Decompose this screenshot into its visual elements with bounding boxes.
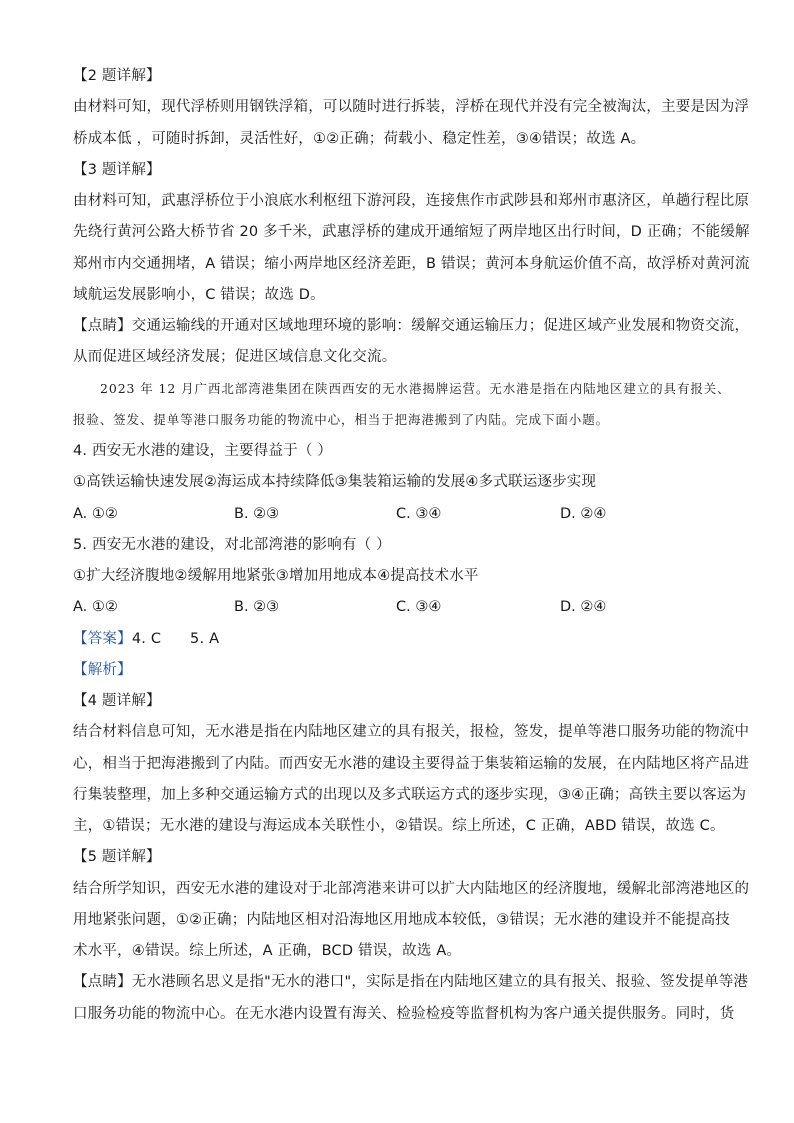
- tip-line: 【点睛】无水港顾名思义是指"无水的港口"，实际是指在内陆地区建立的具有报关、报验、签发提单等港: [73, 974, 749, 990]
- material-passage-line: 报验、签发、提单等港口服务功能的物流中心，相当于把海港搬到了内陆。完成下面小题。: [73, 412, 610, 427]
- text-line: 术水平，④错误。综上所述，A 正确，BCD 错误，故选 A。: [73, 943, 462, 959]
- text-line: 郑州市内交通拥堵，A 错误；缩小两岸地区经济差距，B 错误；黄河本身航运价值不高，故浮桥对黄河流: [73, 256, 750, 272]
- answer-text: 4. C 5. A: [131, 631, 220, 647]
- question-5-stem: 5. 西安无水港的建设，对北部湾港的影响有（ ）: [73, 537, 391, 553]
- answer-label: 【答案】: [73, 631, 132, 647]
- question-4-stem: 4. 西安无水港的建设，主要得益于（ ）: [73, 443, 333, 459]
- tip-line: 口服务功能的物流中心。在无水港内设置有海关、检验检疫等监督机构为客户通关提供服务。同时，货: [73, 1006, 735, 1022]
- question-5-option-c: C. ③④: [396, 599, 442, 615]
- text-line: 心，相当于把海港搬到了内陆。而西安无水港的建设主要得益于集装箱运输的发展，在内陆地区将产品进: [73, 756, 750, 772]
- question-4-option-c: C. ③④: [396, 506, 442, 522]
- text-line: 结合所学知识，西安无水港的建设对于北部湾港来讲可以扩大内陆地区的经济腹地，缓解北部湾港地区的: [73, 881, 750, 897]
- heading-q2-detail: 【2 题详解】: [73, 68, 161, 84]
- tip-line: 【点睛】交通运输线的开通对区域地理环境的影响：缓解交通运输压力；促进区域产业发展和物资交流，: [73, 318, 750, 334]
- text-line: 由材料可知，武惠浮桥位于小浪底水利枢纽下游河段，连接焦作市武陟县和郑州市惠济区，单趟行程比原: [73, 193, 750, 209]
- text-line: 先绕行黄河公路大桥节省 20 多千米，武惠浮桥的建成开通缩短了两岸地区出行时间，D 正确；不能缓解: [73, 224, 750, 240]
- text-line: 域航运发展影响小，C 错误；故选 D。: [73, 287, 325, 303]
- question-4-option-d: D. ②④: [560, 506, 607, 522]
- heading-q5-detail: 【5 题详解】: [73, 849, 161, 865]
- text-line: 由材料可知，现代浮桥则用钢铁浮箱，可以随时进行拆装，浮桥在现代并没有完全被淘汰，主要是因为浮: [73, 99, 750, 115]
- text-line: 行集装整理，加上多种交通运输方式的出现以及多式联运方式的逐步实现，③④正确；高铁主要以客运为: [73, 787, 747, 803]
- question-5-items: ①扩大经济腹地②缓解用地紧张③增加用地成本④提高技术水平: [73, 568, 479, 584]
- question-5-option-b: B. ②③: [234, 599, 280, 615]
- text-line: 桥成本低 ，可随时拆卸，灵活性好，①②正确；荷载小、稳定性差，③④错误；故选 A。: [73, 131, 646, 147]
- text-line: 主，①错误；无水港的建设与海运成本关联性小，②错误。综上所述，C 正确，ABD 错误，故选 C。: [73, 818, 725, 834]
- answer-line: [73, 629, 219, 649]
- question-4-option-b: B. ②③: [234, 506, 280, 522]
- question-5-option-d: D. ②④: [560, 599, 607, 615]
- material-passage-line: 2023 年 12 月广西北部湾港集团在陕西西安的无水港揭牌运营。无水港是指在内陆地区建立的具有报关、: [100, 381, 731, 396]
- text-line: 结合材料信息可知，无水港是指在内陆地区建立的具有报关，报检，签发，提单等港口服务功能的物流中: [73, 724, 750, 740]
- heading-q4-detail: 【4 题详解】: [73, 693, 161, 709]
- question-4-items: ①高铁运输快速发展②海运成本持续降低③集装箱运输的发展④多式联运逐步实现: [73, 474, 597, 490]
- tip-line: 从而促进区域经济发展；促进区域信息文化交流。: [73, 349, 397, 365]
- heading-q3-detail: 【3 题详解】: [73, 162, 161, 178]
- question-4-option-a: A. ①②: [73, 506, 118, 522]
- analysis-label: 【解析】: [73, 662, 132, 678]
- text-line: 用地紧张问题，①②正确；内陆地区相对沿海地区用地成本较低，③错误；无水港的建设并不能提高技: [73, 912, 730, 928]
- question-5-option-a: A. ①②: [73, 599, 118, 615]
